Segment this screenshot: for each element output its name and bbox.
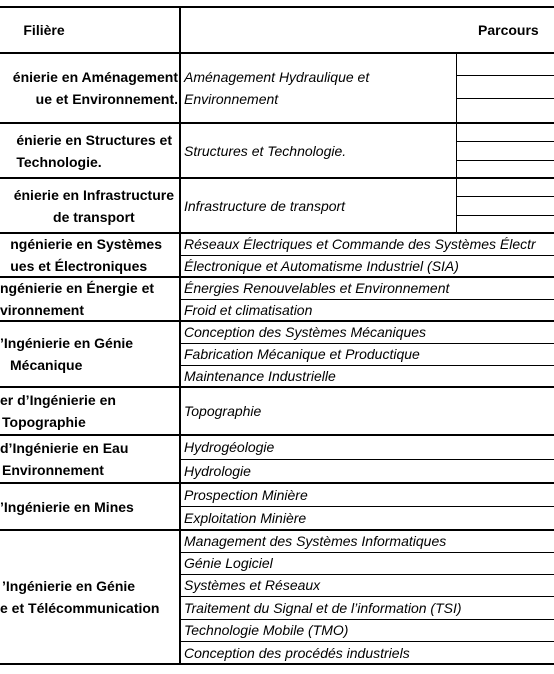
- grid-line: [180, 574, 554, 575]
- parcours-cell: [180, 641, 554, 664]
- parcours-text: Topographie: [184, 403, 262, 419]
- header-filiere-label: Filière: [23, 22, 65, 38]
- filiere-line: ’Ingénierie en Mines: [0, 498, 134, 515]
- filiere-cell: [0, 277, 180, 321]
- grid-line: [0, 122, 554, 124]
- filiere-line: ues et Électroniques: [10, 258, 148, 274]
- filiere-line: ’Ingénierie en Génie: [2, 578, 136, 594]
- filiere-cell: [0, 53, 180, 123]
- parcours-text: Électronique et Automatisme Industriel (SIA): [184, 258, 459, 274]
- filiere-line: ngénierie en Énergie et: [0, 280, 155, 296]
- header-filiere: [0, 7, 180, 53]
- parcours-cell: [180, 299, 554, 321]
- filiere-line: de transport: [53, 208, 135, 225]
- parcours-text: Génie Logiciel: [184, 555, 273, 571]
- parcours-text: Conception des Systèmes Mécaniques: [184, 324, 427, 340]
- parcours-text: Énergies Renouvelables et Environnement: [184, 280, 450, 296]
- filiere-line: ’Ingénierie en Génie: [0, 335, 134, 351]
- filiere-line: er d’Ingénierie en: [0, 392, 116, 408]
- grid-line: [180, 552, 554, 553]
- parcours-text: Réseaux Électriques et Commande des Systèmes Électr: [184, 236, 536, 252]
- grid-line: [456, 196, 554, 197]
- grid-line: [456, 215, 554, 216]
- grid-line: [0, 434, 554, 436]
- grid-line: [180, 596, 554, 597]
- parcours-text: Infrastructure de transport: [184, 197, 346, 214]
- parcours-text: Management des Systèmes Informatiques: [184, 533, 447, 549]
- parcours-text: Hydrologie: [184, 463, 251, 479]
- grid-line: [0, 529, 554, 531]
- parcours-cell: [180, 552, 554, 574]
- parcours-text: Systèmes et Réseaux: [184, 577, 321, 593]
- filiere-cell: [0, 321, 180, 387]
- parcours-text: Technologie Mobile (TMO): [184, 622, 349, 638]
- filiere-cell: [0, 123, 180, 178]
- grid-line: [180, 255, 554, 256]
- grid-line: [0, 320, 554, 322]
- grid-line: [180, 343, 554, 344]
- grid-line: [0, 177, 554, 179]
- grid-line: [456, 75, 554, 76]
- parcours-text: Prospection Minière: [184, 486, 308, 503]
- parcours-text: Conception des procédés industriels: [184, 644, 410, 661]
- filiere-line: e et Télécommunication: [0, 600, 160, 616]
- grid-line: [0, 232, 554, 234]
- parcours-text: Maintenance Industrielle: [184, 368, 336, 384]
- parcours-cell: [180, 53, 456, 123]
- header-parcours-label: Parcours: [478, 22, 539, 38]
- parcours-cell: [180, 506, 554, 530]
- parcours-cell: [180, 596, 554, 619]
- grid-line: [0, 276, 554, 278]
- parcours-cell: [180, 178, 456, 233]
- filiere-line: ngénierie en Systèmes: [10, 236, 162, 252]
- grid-line: [0, 52, 554, 54]
- filiere-line: Environnement: [2, 462, 104, 478]
- parcours-cell: [180, 574, 554, 596]
- parcours-cell: [180, 530, 554, 552]
- grid-line: [0, 386, 554, 388]
- parcours-cell: [180, 123, 456, 178]
- parcours-cell: [180, 387, 554, 435]
- grid-line: [0, 482, 554, 484]
- grid-line: [456, 98, 554, 99]
- grid-line: [456, 141, 554, 142]
- filiere-cell: [0, 435, 180, 483]
- filiere-line: énierie en Aménagement: [12, 69, 178, 85]
- grid-line: [180, 459, 554, 460]
- parcours-text: Traitement du Signal et de l’information (TSI): [184, 599, 462, 616]
- parcours-text: Exploitation Minière: [184, 510, 307, 526]
- parcours-cell: [180, 321, 554, 343]
- grid-line: [179, 7, 181, 664]
- filiere-cell: [0, 178, 180, 233]
- grid-line: [0, 663, 554, 665]
- parcours-cell: [180, 343, 554, 365]
- filiere-line: Topographie: [2, 414, 86, 430]
- grid-line: [180, 619, 554, 620]
- filiere-line: vironnement: [0, 302, 85, 318]
- grid-line: [180, 641, 554, 642]
- grid-line: [456, 53, 457, 233]
- parcours-cell: [180, 619, 554, 641]
- filiere-line: Mécanique: [10, 357, 83, 373]
- filiere-line: Technologie.: [16, 153, 102, 170]
- parcours-cell: [180, 277, 554, 299]
- grid-line: [0, 6, 554, 8]
- filiere-cell: [0, 387, 180, 435]
- filiere-cell: [0, 530, 180, 664]
- parcours-cell: [180, 459, 554, 483]
- parcours-cell: [180, 435, 554, 459]
- header-parcours: [478, 7, 554, 53]
- filiere-cell: [0, 233, 180, 277]
- parcours-text: Hydrogéologie: [184, 439, 275, 455]
- grid-line: [180, 506, 554, 507]
- filiere-line: ue et Environnement.: [35, 91, 178, 107]
- filiere-line: énierie en Structures et: [16, 131, 172, 148]
- parcours-cell: [180, 255, 554, 277]
- filiere-cell: [0, 483, 180, 530]
- parcours-text: Structures et Technologie.: [184, 142, 347, 159]
- parcours-cell: [180, 365, 554, 387]
- parcours-cell: [180, 483, 554, 506]
- grid-line: [180, 365, 554, 366]
- filiere-line: énierie en Infrastructure: [13, 186, 174, 203]
- parcours-cell: [180, 233, 554, 255]
- filiere-line: d’Ingénierie en Eau: [0, 440, 129, 456]
- parcours-text: Fabrication Mécanique et Productique: [184, 346, 420, 362]
- parcours-text: Froid et climatisation: [184, 302, 313, 318]
- parcours-text: Aménagement Hydraulique et Environnement: [184, 69, 370, 107]
- grid-line: [456, 160, 554, 161]
- grid-line: [180, 299, 554, 300]
